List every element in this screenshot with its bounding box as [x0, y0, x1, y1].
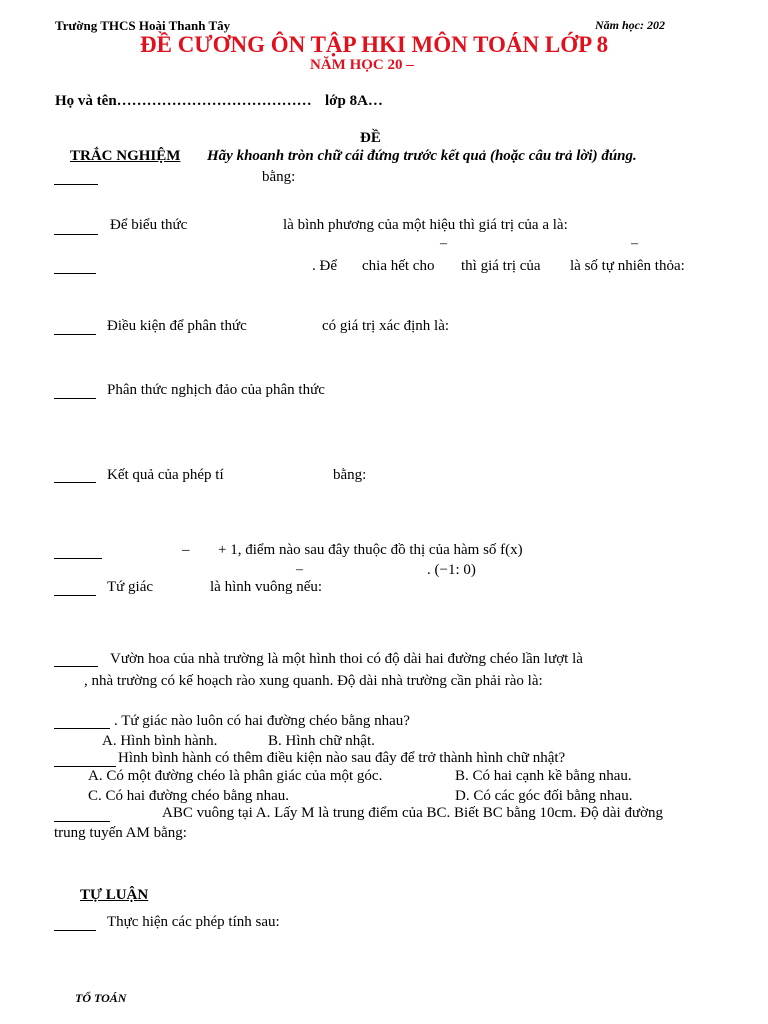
essay-section-heading: TỰ LUẬN: [80, 887, 149, 903]
question-11-option-b: B. Có hai cạnh kề bằng nhau.: [455, 768, 632, 784]
question-1-label-blank: [54, 184, 98, 185]
question-10-text: . Tứ giác nào luôn có hai đường chéo bằng nhau?: [114, 713, 410, 729]
page-title: ĐỀ CƯƠNG ÔN TẬP HKI MÔN TOÁN LỚP 8: [140, 32, 609, 57]
question-12-label-blank: [54, 821, 110, 822]
question-11-label-blank: [54, 766, 116, 767]
question-8-text-b: là hình vuông nếu:: [210, 579, 323, 595]
question-7-minus-2: –: [296, 562, 303, 577]
question-2-text-b: là bình phương của một hiệu thì giá trị của a là:: [283, 217, 568, 233]
question-5-label-blank: [54, 398, 96, 399]
question-4-label-blank: [54, 334, 96, 335]
question-4-text-a: Điều kiện để phân thức: [107, 318, 247, 334]
mc-instruction: Hãy khoanh tròn chữ cái đứng trước kết quả (hoặc câu trả lời) đúng.: [207, 148, 637, 164]
question-3-text-d: là số tự nhiên thỏa:: [570, 258, 685, 274]
question-1-text: bằng:: [262, 169, 296, 185]
question-6-text-a: Kết quả của phép tí: [107, 467, 224, 483]
question-7-label-blank: [54, 558, 102, 559]
question-11-option-a: A. Có một đường chéo là phân giác của một góc.: [88, 768, 383, 784]
question-3-text-a: . Để: [312, 258, 337, 274]
question-6-text-b: bằng:: [333, 467, 367, 483]
section-de-heading: ĐỀ: [360, 130, 381, 146]
question-12-line-1: ABC vuông tại A. Lấy M là trung điểm của BC. Biết BC bằng 10cm. Độ dài đường: [162, 805, 664, 821]
question-10-label-blank: [54, 728, 110, 729]
question-9-line-1: Vườn hoa của nhà trường là một hình thoi có độ dài hai đường chéo lần lượt là: [110, 651, 583, 667]
question-3-text-c: thì giá trị của: [461, 258, 541, 274]
question-2-minus-2: –: [631, 236, 638, 251]
question-9-label-blank: [54, 666, 98, 667]
question-7-text-b: . (−1: 0): [427, 562, 476, 578]
question-2-minus-1: –: [440, 236, 447, 251]
question-7-text-a: + 1, điểm nào sau đây thuộc đồ thị của hàm số f(x): [218, 542, 523, 558]
question-4-text-b: có giá trị xác định là:: [322, 318, 450, 334]
question-10-option-a: A. Hình bình hành.: [102, 733, 218, 749]
school-year: Năm học: 202: [595, 18, 665, 32]
footer-label: TỔ TOÁN: [75, 991, 127, 1005]
essay-question-1-label-blank: [54, 930, 96, 931]
question-2-label-blank: [54, 234, 98, 235]
question-3-label-blank: [54, 273, 96, 274]
question-11-option-c: C. Có hai đường chéo bằng nhau.: [88, 788, 290, 804]
question-5-text: Phân thức nghịch đảo của phân thức: [107, 382, 325, 398]
question-9-line-2: , nhà trường có kế hoạch rào xung quanh. Độ dài nhà trường cần phải rào là:: [84, 673, 543, 689]
question-3-text-b: chia hết cho: [362, 258, 435, 274]
page-subtitle: NĂM HỌC 20 –: [310, 57, 414, 73]
question-7-minus: –: [182, 542, 190, 558]
question-12-line-2: trung tuyến AM bằng:: [54, 825, 187, 841]
question-8-text-a: Tứ giác: [107, 579, 154, 595]
mc-section-heading: TRẮC NGHIỆM: [70, 148, 181, 164]
school-name: Trường THCS Hoài Thanh Tây: [55, 18, 231, 33]
essay-question-1-text: Thực hiện các phép tính sau:: [107, 914, 280, 930]
question-11-text: Hình bình hành có thêm điều kiện nào sau đây để trở thành hình chữ nhật?: [118, 750, 566, 766]
question-6-label-blank: [54, 482, 96, 483]
student-name-label: Họ và tên…………………………………: [55, 93, 312, 109]
question-10-option-b: B. Hình chữ nhật.: [268, 733, 375, 749]
question-8-label-blank: [54, 595, 96, 596]
question-11-option-d: D. Có các góc đối bằng nhau.: [455, 788, 633, 804]
student-class-label: lớp 8A…: [325, 93, 383, 109]
question-2-text-a: Để biểu thức: [110, 217, 188, 233]
